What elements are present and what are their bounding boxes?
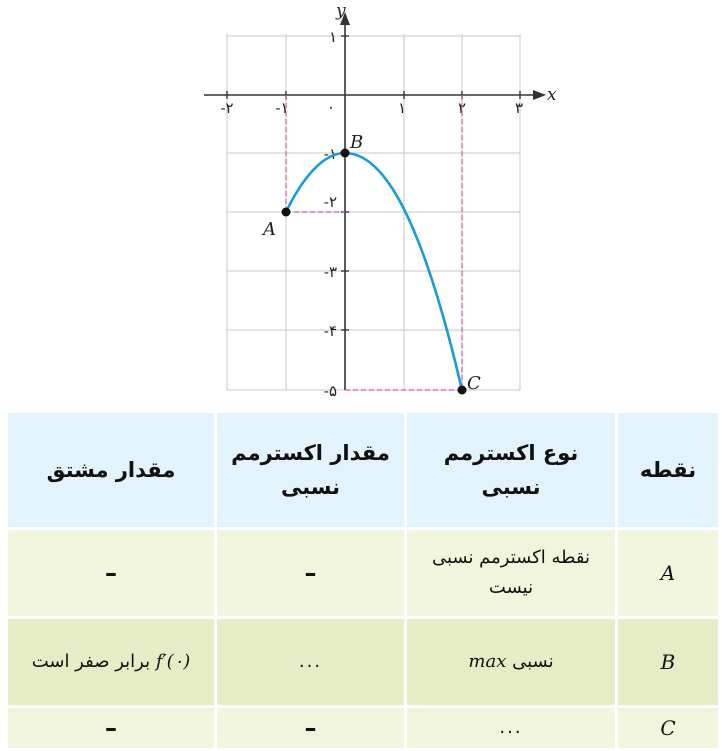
cell-extremum-type [407, 619, 615, 705]
header-point: نقطه [618, 413, 718, 527]
point-b [341, 149, 350, 158]
y-tick-label: -۲ [323, 193, 337, 211]
header-extremum-value: مقدار اکسترمم نسبی [217, 413, 404, 527]
cell-derivative-value: – [8, 530, 214, 616]
table-row [8, 530, 718, 616]
y-tick-label: -۴ [323, 322, 337, 340]
guide-lines [286, 95, 462, 390]
point-a [282, 208, 291, 217]
table-row [8, 708, 718, 748]
x-tick-label: -۱ [275, 99, 289, 117]
cell-extremum-type: ... [407, 708, 615, 748]
axes [204, 18, 538, 390]
x-tick-label: ۳ [514, 99, 524, 117]
cell-derivative-value: – [8, 708, 214, 748]
x-tick-label: ۱ [397, 99, 407, 117]
cell-derivative-value [8, 619, 214, 705]
cell-extremum-value: ... [217, 619, 404, 705]
y-tick-label: -۳ [323, 263, 337, 281]
cell-extremum-value: – [217, 530, 404, 616]
point-c-label: C [467, 373, 481, 394]
grid [227, 34, 520, 390]
cell-point: B [618, 619, 718, 705]
y-tick-label: ۱ [328, 28, 337, 46]
x-axis-label: x [547, 85, 557, 105]
header-extremum-type: نوع اکسترمم نسبی [407, 413, 615, 527]
x-tick-label: ۲ [457, 99, 467, 117]
y-tick-label: -۵ [323, 382, 337, 400]
cell-point: A [618, 530, 718, 616]
derivative-text: برابر صفر است [31, 651, 151, 672]
table-row [8, 619, 718, 705]
cell-extremum-value: – [217, 708, 404, 748]
x-tick-label: -۲ [220, 99, 234, 117]
extremum-type-word: نسبی [512, 651, 554, 672]
y-axis-label: y [336, 1, 346, 21]
x-axis-arrow [533, 90, 546, 100]
extremum-table [5, 410, 721, 751]
derivative-expression: f′(۰) [155, 651, 191, 672]
header-derivative-value: مقدار مشتق [8, 413, 214, 527]
point-c [458, 386, 467, 395]
y-tick-label: -۱ [323, 145, 337, 163]
x-tick-label: ۰ [326, 98, 336, 116]
header-row [8, 413, 718, 527]
point-b-label: B [350, 132, 364, 153]
extremum-type-math: max [468, 651, 507, 672]
point-a-label: A [263, 219, 276, 240]
cell-extremum-type: نقطه اکسترمم نسبی نیست [407, 530, 615, 616]
cell-point: C [618, 708, 718, 748]
